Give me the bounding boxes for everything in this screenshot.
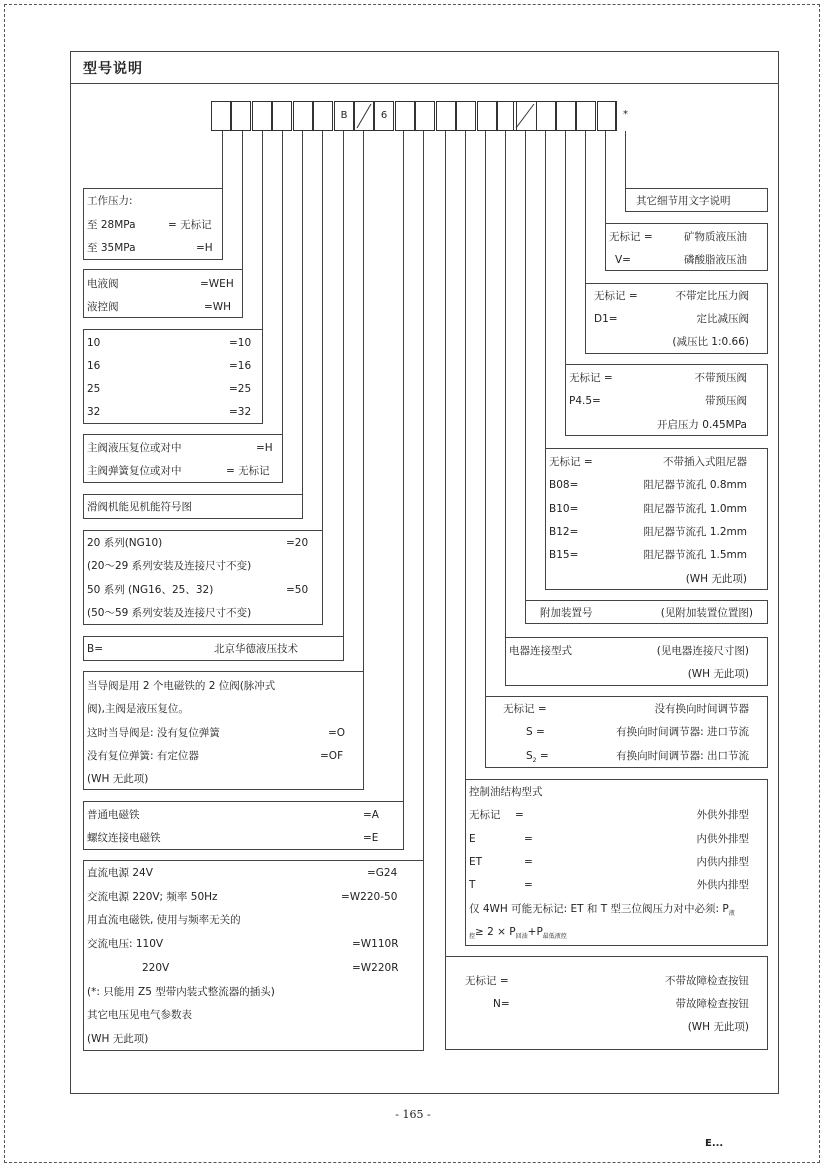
size-code: =32: [229, 406, 252, 418]
oil-eq: =: [524, 879, 533, 891]
prepressure-note: 开启压力 0.45MPa: [656, 419, 747, 431]
pilot-code: =OF: [320, 750, 344, 762]
leader-line: [322, 131, 323, 531]
pilot-label: 这时当导阀是: 没有复位弹簧: [87, 727, 220, 739]
leader-line: [343, 131, 344, 636]
size-code: =16: [229, 360, 252, 372]
prepressure-label: 不带预压阀: [694, 372, 747, 384]
oil-eq: =: [515, 809, 524, 821]
oil-code: 无标记: [469, 809, 501, 821]
oil-eq: =: [524, 833, 533, 845]
series-note: (50～59 系列安装及连接尺寸不变): [87, 607, 252, 619]
oil-formula: $_控\ge 2 \times P_{回油}+P_{最低液控}$: [469, 926, 567, 941]
brand-value: 北京华德液压技术: [214, 643, 298, 655]
code-cell: [436, 101, 456, 131]
pressure-heading: 工作压力:: [87, 195, 133, 207]
reset-box: [83, 434, 283, 483]
pilot-box: [83, 671, 364, 790]
code-cell: [556, 101, 576, 131]
damper-code: 无标记 =: [549, 456, 593, 468]
slash-icon: [514, 102, 536, 130]
fault-code: 无标记 =: [465, 975, 509, 987]
type-code: =WH: [204, 301, 232, 313]
fault-label: 带故障检查按钮: [675, 998, 749, 1010]
pilot-note: (WH 无此项): [87, 773, 149, 785]
accessory-label: 附加装置号: [540, 607, 593, 619]
fluid-label: 磷酸脂液压油: [684, 254, 747, 266]
leader-line: [363, 131, 364, 672]
series-label: 50 系列 (NG16、25、32): [87, 584, 214, 596]
voltage-note: 用直流电磁铁, 使用与频率无关的: [87, 914, 241, 926]
pressure-code: = 无标记: [168, 219, 212, 231]
oil-label: 内供内排型: [696, 856, 749, 868]
fluid-label: 矿物质液压油: [684, 231, 747, 243]
code-cell-slash: [513, 101, 537, 131]
code-cell: [456, 101, 476, 131]
damper-box: [545, 448, 768, 590]
type-label: 液控阀: [87, 301, 119, 313]
title-divider: [70, 83, 779, 84]
code-cell: [293, 101, 313, 131]
corner-mark: E...: [705, 1138, 724, 1149]
timer-code: 无标记 =: [503, 703, 547, 715]
leader-line: [262, 131, 263, 330]
size-label: 25: [87, 383, 101, 395]
pilot-note: 阀),主阀是液压复位。: [87, 703, 189, 715]
voltage-note: 其它电压见电气参数表: [87, 1009, 192, 1021]
accessory-box: [525, 600, 768, 624]
pilot-code: =O: [328, 727, 346, 739]
electric-note: (WH 无此项): [687, 668, 749, 680]
timer-code: $S_2$ =: [526, 750, 549, 765]
oil-eq: =: [524, 856, 533, 868]
timer-label: 没有换向时间调节器: [654, 703, 749, 715]
section-title: 型号说明: [83, 61, 143, 77]
code-cell: B: [334, 101, 354, 131]
damper-label: 阻尼器节流孔 1.2mm: [643, 526, 747, 538]
series-code: =20: [286, 537, 309, 549]
other-note: 其它细节用文字说明: [636, 195, 731, 207]
leader-line: [605, 131, 606, 224]
fluid-code: 无标记 =: [609, 231, 653, 243]
size-label: 32: [87, 406, 101, 418]
damper-code: B12=: [549, 526, 579, 538]
other-box: [625, 188, 768, 212]
voltage-code: =W110R: [352, 938, 399, 950]
leader-line: [403, 131, 404, 802]
slash-icon: [355, 102, 373, 130]
symbol-box: [83, 494, 303, 519]
magnet-label: 螺纹连接电磁铁: [87, 832, 161, 844]
code-cell-star: *: [615, 101, 635, 131]
prop-label: 不带定比压力阀: [675, 290, 749, 302]
oil-box: [465, 779, 768, 946]
pilot-label: 没有复位弹簧: 有定位器: [87, 750, 199, 762]
magnet-box: [83, 801, 404, 850]
voltage-label: 交流电源 220V; 频率 50Hz: [87, 891, 218, 903]
magnet-label: 普通电磁铁: [87, 809, 140, 821]
symbol-note: 滑阀机能见机能符号图: [87, 501, 192, 513]
magnet-code: =A: [363, 809, 379, 821]
damper-note: (WH 无此项): [685, 573, 747, 585]
prepressure-code: P4.5=: [569, 395, 601, 407]
accessory-note: (见附加装置位置图): [660, 607, 753, 619]
voltage-note: (WH 无此项): [87, 1033, 149, 1045]
leader-line: [282, 131, 283, 435]
prop-label: 定比减压阀: [696, 313, 749, 325]
oil-label: 外供内排型: [696, 879, 749, 891]
voltage-label: 交流电压: 110V: [87, 938, 164, 950]
damper-code: B10=: [549, 503, 579, 515]
size-label: 16: [87, 360, 101, 372]
reset-label: 主阀弹簧复位或对中: [87, 465, 182, 477]
pressure-code: =H: [196, 242, 213, 254]
leader-line: [302, 131, 303, 495]
leader-line: [242, 131, 243, 270]
fault-note: (WH 无此项): [687, 1021, 749, 1033]
oil-note: 仅 4WH 可能无标记: ET 和 T 型三位阀压力对中必须: $P_液$: [469, 903, 735, 918]
voltage-code: =W220R: [352, 962, 399, 974]
prop-code: D1=: [594, 313, 618, 325]
voltage-label: 直流电源 24V: [87, 867, 153, 879]
leader-line: [222, 131, 223, 189]
damper-label: 阻尼器节流孔 0.8mm: [643, 479, 747, 491]
code-cell: [395, 101, 415, 131]
code-cell: [272, 101, 292, 131]
voltage-box: [83, 860, 424, 1051]
timer-label: 有换向时间调节器: 进口节流: [616, 726, 749, 738]
fluid-code: V=: [615, 254, 631, 266]
timer-box: [485, 696, 768, 768]
size-label: 10: [87, 337, 101, 349]
size-box: [83, 329, 263, 424]
code-cell: [576, 101, 596, 131]
electric-box: [505, 637, 768, 686]
voltage-label: 220V: [142, 962, 170, 974]
code-cell: [231, 101, 251, 131]
leader-line: [525, 131, 526, 601]
leader-line: [465, 131, 466, 779]
size-code: =25: [229, 383, 252, 395]
code-cell: [597, 101, 617, 131]
code-cell: [477, 101, 497, 131]
page-number: - 165 -: [395, 1108, 431, 1121]
pressure-label: 至 28MPa: [87, 219, 136, 231]
fault-label: 不带故障检查按钮: [665, 975, 749, 987]
code-cell: [211, 101, 231, 131]
oil-heading: 控制油结构型式: [469, 786, 543, 798]
prop-code: 无标记 =: [594, 290, 638, 302]
damper-label: 阻尼器节流孔 1.5mm: [643, 549, 747, 561]
size-code: =10: [229, 337, 252, 349]
reset-label: 主阀液压复位或对中: [87, 442, 182, 454]
code-cell: 6: [374, 101, 394, 131]
fluid-box: [605, 223, 768, 271]
electric-note: (见电器连接尺寸图): [656, 645, 749, 657]
electric-label: 电器连接型式: [509, 645, 572, 657]
reset-code: =H: [256, 442, 273, 454]
series-box: [83, 530, 323, 625]
voltage-code: =G24: [367, 867, 398, 879]
proportional-box: [585, 283, 768, 354]
voltage-note: (*: 只能用 Z5 型带内装式整流器的插头): [87, 986, 275, 998]
series-code: =50: [286, 584, 309, 596]
voltage-code: =W220-50: [341, 891, 398, 903]
reset-code: = 无标记: [226, 465, 270, 477]
damper-label: 阻尼器节流孔 1.0mm: [643, 503, 747, 515]
pressure-label: 至 35MPa: [87, 242, 136, 254]
prop-note: (减压比 1:0.66): [672, 336, 749, 348]
prepressure-label: 带预压阀: [705, 395, 747, 407]
series-label: 20 系列(NG10): [87, 537, 163, 549]
leader-line: [545, 131, 546, 449]
code-cell: [415, 101, 435, 131]
type-label: 电液阀: [87, 278, 119, 290]
code-cell: [313, 101, 333, 131]
code-cell: [536, 101, 556, 131]
oil-code: ET: [469, 856, 483, 868]
magnet-code: =E: [363, 832, 379, 844]
brand-label: B=: [87, 643, 104, 655]
oil-code: E: [469, 833, 476, 845]
leader-line: [423, 131, 424, 861]
oil-code: T: [469, 879, 476, 891]
leader-line: [485, 131, 486, 696]
damper-code: B08=: [549, 479, 579, 491]
series-note: (20～29 系列安装及连接尺寸不变): [87, 560, 252, 572]
timer-code: S =: [526, 726, 545, 738]
oil-label: 内供外排型: [696, 833, 749, 845]
prepressure-box: [565, 364, 768, 436]
pilot-note: 当导阀是用 2 个电磁铁的 2 位阀(脉冲式: [87, 680, 276, 692]
leader-line: [625, 131, 626, 188]
leader-line: [445, 131, 446, 957]
brand-box: [83, 636, 344, 661]
pressure-box: [83, 188, 223, 260]
timer-label: 有换向时间调节器: 出口节流: [616, 750, 749, 762]
leader-line: [505, 131, 506, 638]
leader-line: [585, 131, 586, 284]
fault-code: N=: [493, 998, 510, 1010]
type-code: =WEH: [200, 278, 234, 290]
damper-label: 不带插入式阻尼器: [663, 456, 747, 468]
valve-type-box: [83, 269, 243, 318]
damper-code: B15=: [549, 549, 579, 561]
code-cell: [252, 101, 272, 131]
prepressure-code: 无标记 =: [569, 372, 613, 384]
code-cell-slash: [354, 101, 374, 131]
oil-label: 外供外排型: [696, 809, 749, 821]
fault-box: [445, 956, 768, 1050]
leader-line: [565, 131, 566, 365]
